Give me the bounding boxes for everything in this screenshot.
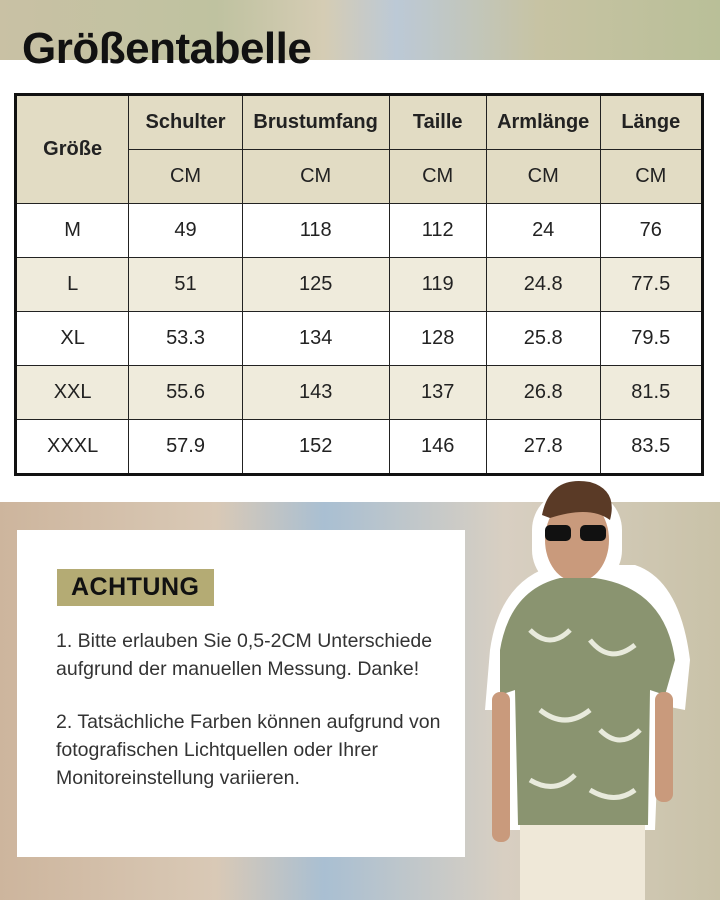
value-cell: 57.9 [129, 420, 243, 475]
header-row [16, 95, 703, 150]
value-cell: 77.5 [600, 258, 702, 312]
table-row [16, 204, 703, 258]
size-cell: XL [16, 312, 129, 366]
value-cell: 134 [242, 312, 389, 366]
size-header: Größe [16, 95, 129, 204]
notice-box [17, 530, 465, 857]
table-row [16, 420, 703, 475]
page-title: Größentabelle [22, 24, 312, 73]
value-cell: 125 [242, 258, 389, 312]
value-cell: 55.6 [129, 366, 243, 420]
table-row [16, 366, 703, 420]
unit-label: CM [242, 150, 389, 204]
size-cell: XXL [16, 366, 129, 420]
unit-label: CM [600, 150, 702, 204]
column-header: Taille [389, 95, 486, 150]
size-cell: XXXL [16, 420, 129, 475]
size-cell: L [16, 258, 129, 312]
value-cell: 76 [600, 204, 702, 258]
model-photo [470, 470, 720, 900]
unit-label: CM [129, 150, 243, 204]
column-header: Schulter [129, 95, 243, 150]
value-cell: 152 [242, 420, 389, 475]
value-cell: 24.8 [486, 258, 600, 312]
value-cell: 53.3 [129, 312, 243, 366]
notice-item: 1. Bitte erlauben Sie 0,5-2CM Unterschiede aufgrund der manuellen Messung. Danke! [56, 630, 433, 680]
value-cell: 25.8 [486, 312, 600, 366]
value-cell: 26.8 [486, 366, 600, 420]
value-cell: 143 [242, 366, 389, 420]
value-cell: 79.5 [600, 312, 702, 366]
value-cell: 81.5 [600, 366, 702, 420]
value-cell: 49 [129, 204, 243, 258]
column-header: Armlänge [486, 95, 600, 150]
column-header: Länge [600, 95, 702, 150]
value-cell: 112 [389, 204, 486, 258]
column-header: Brustumfang [242, 95, 389, 150]
value-cell: 27.8 [486, 420, 600, 475]
value-cell: 146 [389, 420, 486, 475]
value-cell: 119 [389, 258, 486, 312]
size-table [14, 93, 704, 476]
value-cell: 118 [242, 204, 389, 258]
unit-label: CM [486, 150, 600, 204]
value-cell: 24 [486, 204, 600, 258]
notice-heading: ACHTUNG [57, 569, 214, 606]
table-row [16, 312, 703, 366]
unit-label: CM [389, 150, 486, 204]
table-row [16, 258, 703, 312]
value-cell: 51 [129, 258, 243, 312]
notice-item: 2. Tatsächliche Farben können aufgrund von fotografischen Lichtquellen oder Ihrer Monitoreinstellung variieren. [56, 711, 441, 789]
size-cell: M [16, 204, 129, 258]
value-cell: 128 [389, 312, 486, 366]
value-cell: 83.5 [600, 420, 702, 475]
value-cell: 137 [389, 366, 486, 420]
